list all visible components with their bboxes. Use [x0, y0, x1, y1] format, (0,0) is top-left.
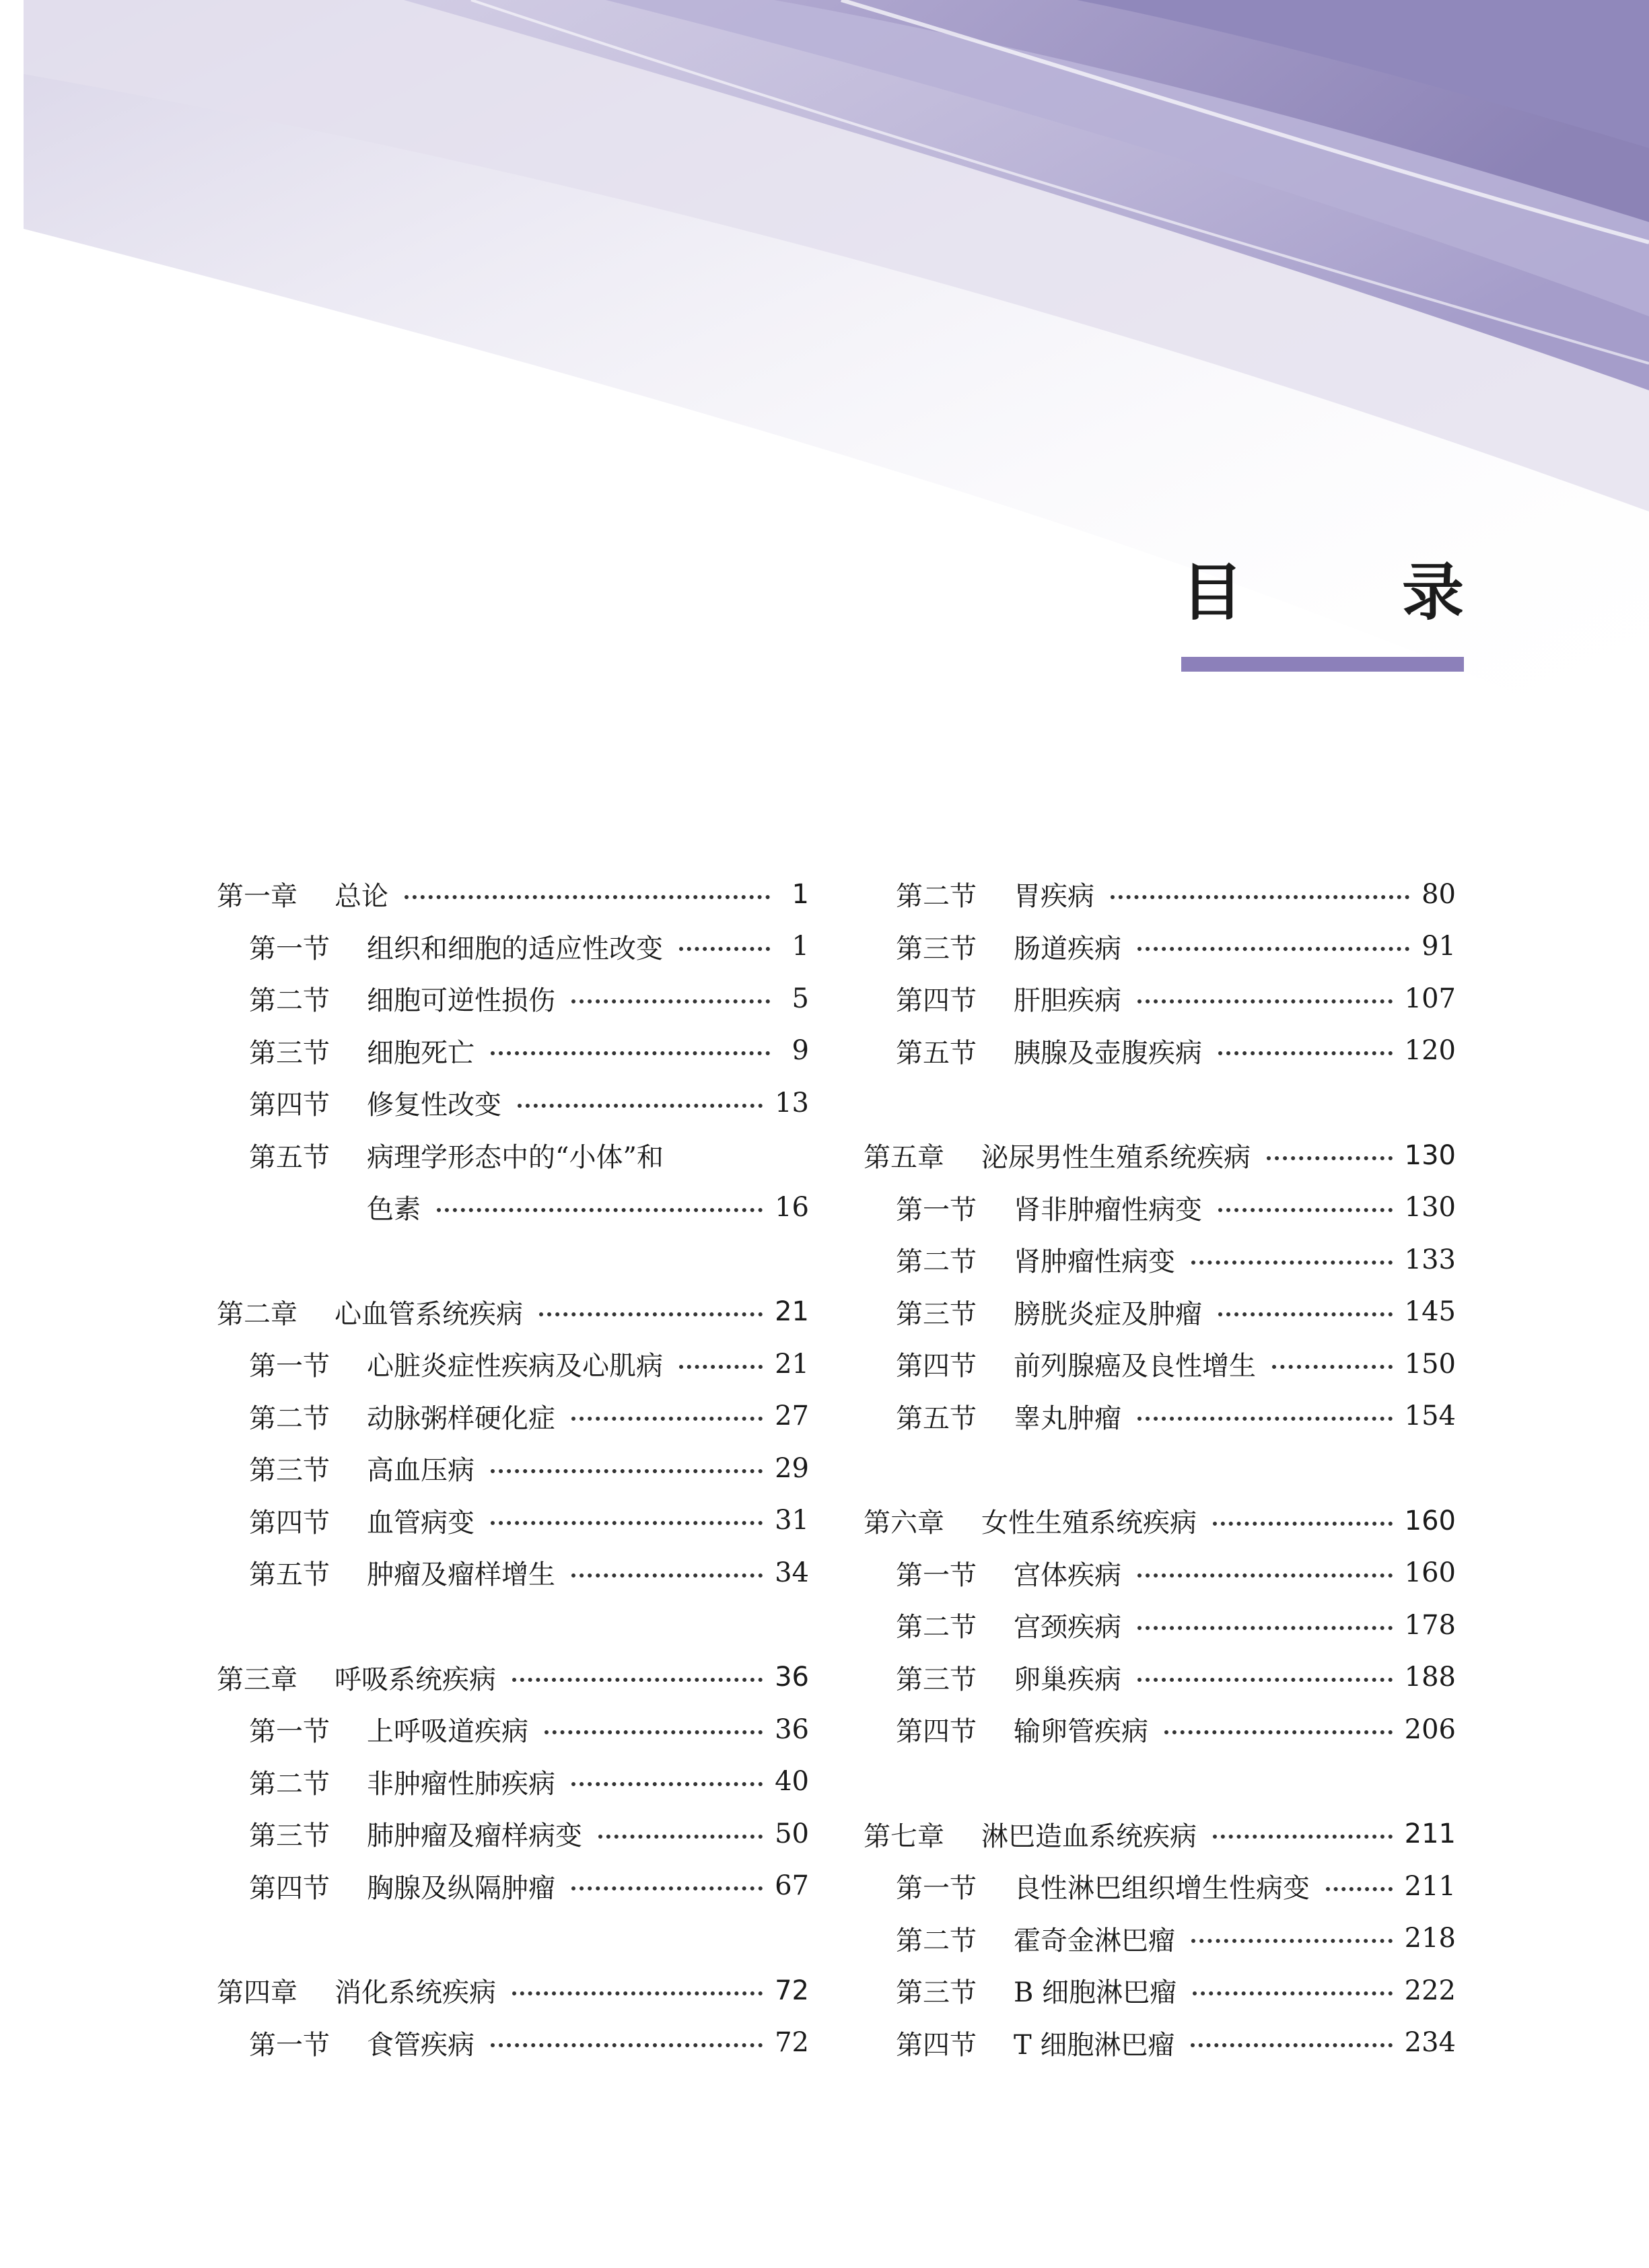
section-page-number: 145 — [1404, 1296, 1456, 1328]
toc-chapter-entry[interactable] — [864, 1495, 1456, 1547]
section-page-number: 21 — [775, 1348, 809, 1380]
section-title-continued: 色素 — [367, 1194, 421, 1226]
dot-leader — [1213, 1835, 1393, 1839]
chapter-title: 消化系统疾病 — [335, 1977, 496, 2009]
section-label: 第五节 — [249, 1559, 330, 1591]
section-label: 第一节 — [896, 1873, 977, 1905]
dot-leader — [1137, 1573, 1393, 1578]
toc-section-entry[interactable] — [217, 1703, 809, 1756]
section-label: 第五节 — [896, 1403, 977, 1434]
dot-leader — [1272, 1365, 1393, 1369]
section-label: 第四节 — [249, 1507, 330, 1538]
toc-section-entry[interactable] — [217, 2017, 809, 2069]
section-label: 第四节 — [896, 1351, 977, 1382]
dot-leader — [539, 1312, 763, 1316]
toc-section-entry[interactable] — [217, 1077, 809, 1129]
toc-chapter-entry[interactable] — [864, 1129, 1456, 1182]
dot-leader — [571, 1417, 763, 1421]
section-label: 第三节 — [249, 1455, 330, 1487]
toc-section-entry[interactable] — [864, 1286, 1456, 1339]
toc-chapter-block — [864, 1129, 1456, 1442]
dot-leader — [1137, 947, 1409, 951]
section-page-number: 178 — [1404, 1609, 1456, 1641]
dot-leader — [679, 947, 770, 951]
chapter-page-number: 36 — [775, 1662, 809, 1693]
section-page-number: 27 — [775, 1401, 809, 1432]
toc-section-entry[interactable] — [864, 1964, 1456, 2017]
section-page-number: 1 — [792, 931, 809, 962]
section-page-number: 120 — [1404, 1035, 1456, 1067]
section-label: 第五节 — [896, 1037, 977, 1069]
section-page-number: 80 — [1422, 878, 1456, 910]
section-page-number: 72 — [775, 2027, 809, 2059]
section-label: 第二节 — [896, 1246, 977, 1278]
section-title: 胃疾病 — [1014, 881, 1094, 913]
dot-leader — [1191, 1261, 1393, 1265]
toc-chapter-block — [217, 1286, 809, 1599]
section-label: 第一节 — [249, 1716, 330, 1748]
chapter-title: 总论 — [335, 881, 388, 913]
section-title: 良性淋巴组织增生性病变 — [1014, 1873, 1310, 1905]
section-title: 细胞死亡 — [367, 1037, 475, 1069]
section-label: 第三节 — [896, 1664, 977, 1695]
section-page-number: 218 — [1404, 1923, 1456, 1954]
section-title: 膀胱炎症及肿瘤 — [1014, 1298, 1202, 1330]
dot-leader — [1164, 1730, 1393, 1734]
toc-chapter-block — [864, 868, 1456, 1077]
chapter-title: 淋巴造血系统疾病 — [981, 1820, 1197, 1852]
section-label: 第一节 — [249, 1351, 330, 1382]
dot-leader — [598, 1835, 763, 1839]
toc-section-entry[interactable] — [864, 1338, 1456, 1390]
dot-leader — [1326, 1887, 1393, 1891]
section-title: 胰腺及壶腹疾病 — [1014, 1037, 1202, 1069]
dot-leader — [437, 1208, 763, 1212]
toc-column-right — [864, 868, 1456, 2121]
toc-section-entry[interactable] — [864, 868, 1456, 921]
dot-leader — [1137, 999, 1393, 1003]
section-page-number: 222 — [1404, 1975, 1456, 2006]
section-title: 肠道疾病 — [1014, 933, 1121, 964]
section-title: 组织和细胞的适应性改变 — [367, 933, 663, 964]
section-label: 第四节 — [249, 1872, 330, 1904]
chapter-page-number: 211 — [1404, 1818, 1456, 1850]
toc-chapter-entry[interactable] — [864, 1808, 1456, 1861]
section-label: 第一节 — [249, 2029, 330, 2061]
section-title: 宫颈疾病 — [1014, 1612, 1121, 1643]
section-page-number: 9 — [792, 1035, 809, 1067]
toc-chapter-entry[interactable] — [217, 868, 809, 921]
toc-section-entry[interactable] — [864, 1025, 1456, 1077]
section-title: 血管病变 — [367, 1507, 475, 1538]
dot-leader — [1218, 1208, 1393, 1212]
toc-chapter-block — [864, 1495, 1456, 1756]
dot-leader — [571, 1886, 763, 1890]
chapter-label: 第七章 — [864, 1820, 944, 1852]
section-title: 高血压病 — [367, 1455, 475, 1487]
section-page-number: 91 — [1422, 931, 1456, 962]
chapter-page-number: 160 — [1404, 1505, 1456, 1536]
toc-section-entry[interactable] — [217, 972, 809, 1025]
section-label: 第二节 — [249, 1768, 330, 1800]
toc-section-entry[interactable] — [217, 921, 809, 973]
section-label: 第三节 — [896, 1298, 977, 1330]
dot-leader — [512, 1678, 763, 1682]
toc-section-entry[interactable] — [217, 1442, 809, 1495]
toc-section-entry[interactable] — [864, 1652, 1456, 1704]
section-title: 修复性改变 — [367, 1090, 501, 1121]
section-page-number: 188 — [1404, 1662, 1456, 1693]
section-label: 第四节 — [896, 2029, 977, 2061]
chapter-page-number: 130 — [1404, 1139, 1456, 1171]
toc-section-entry[interactable] — [864, 2017, 1456, 2069]
section-title: 卵巢疾病 — [1014, 1664, 1121, 1695]
section-title: 胸腺及纵隔肿瘤 — [367, 1872, 555, 1904]
chapter-page-number: 72 — [775, 1975, 809, 2006]
section-title: 动脉粥样硬化症 — [367, 1403, 555, 1434]
toc-section-entry-continued[interactable] — [217, 1181, 809, 1234]
section-page-number: 5 — [792, 983, 809, 1014]
section-page-number: 34 — [775, 1557, 809, 1588]
section-label: 第四节 — [896, 1716, 977, 1748]
dot-leader — [571, 1573, 763, 1578]
title-underline-bar — [1181, 657, 1464, 672]
section-title: 肾非肿瘤性病变 — [1014, 1194, 1202, 1226]
dot-leader — [1193, 1991, 1393, 1995]
section-page-number: 16 — [775, 1191, 809, 1223]
chapter-label: 第三章 — [217, 1664, 297, 1695]
section-page-number: 160 — [1404, 1557, 1456, 1589]
dot-leader — [1218, 1051, 1393, 1055]
toc-chapter-entry[interactable] — [217, 1964, 809, 2017]
section-title: 输卵管疾病 — [1014, 1716, 1148, 1748]
section-label: 第四节 — [896, 985, 977, 1017]
dot-leader — [571, 999, 770, 1003]
section-page-number: 67 — [775, 1870, 809, 1902]
toc-chapter-block — [864, 1808, 1456, 2069]
chapter-label: 第一章 — [217, 881, 297, 913]
toc-section-entry[interactable] — [864, 1390, 1456, 1443]
toc-section-entry[interactable] — [864, 921, 1456, 973]
section-title: 食管疾病 — [367, 2029, 475, 2061]
toc-section-entry[interactable] — [217, 1860, 809, 1913]
section-title: 肺肿瘤及瘤样病变 — [367, 1820, 582, 1852]
section-page-number: 130 — [1404, 1192, 1456, 1224]
dot-leader — [1191, 1939, 1393, 1943]
section-title: T 细胞淋巴瘤 — [1014, 2029, 1175, 2061]
section-label: 第二节 — [896, 1925, 977, 1956]
section-page-number: 211 — [1404, 1870, 1456, 1902]
section-title: 肝胆疾病 — [1014, 985, 1121, 1017]
toc-section-entry[interactable] — [217, 1129, 809, 1182]
dot-leader — [1137, 1678, 1393, 1682]
section-title: 非肿瘤性肺疾病 — [367, 1768, 555, 1800]
section-title: 肿瘤及瘤样增生 — [367, 1559, 555, 1591]
dot-leader — [1191, 2043, 1392, 2047]
toc-section-entry[interactable] — [217, 1390, 809, 1443]
toc-section-entry[interactable] — [864, 1547, 1456, 1600]
toc-chapter-entry[interactable] — [217, 1286, 809, 1339]
section-label: 第二节 — [896, 1612, 977, 1643]
section-page-number: 13 — [775, 1087, 809, 1119]
dot-leader — [1137, 1417, 1393, 1421]
page-title-left-char: 目 — [1181, 557, 1244, 629]
dot-leader — [1267, 1156, 1393, 1160]
section-title: 细胞可逆性损伤 — [367, 985, 555, 1017]
section-title: 霍奇金淋巴瘤 — [1014, 1925, 1175, 1956]
section-label: 第四节 — [249, 1090, 330, 1121]
toc-section-entry[interactable] — [217, 1025, 809, 1077]
section-page-number: 154 — [1404, 1401, 1456, 1432]
dot-leader — [1111, 895, 1409, 899]
chapter-title: 泌尿男性生殖系统疾病 — [981, 1142, 1251, 1174]
section-label: 第三节 — [896, 933, 977, 964]
section-page-number: 133 — [1404, 1244, 1456, 1275]
dot-leader — [491, 2043, 763, 2047]
toc-section-entry[interactable] — [864, 972, 1456, 1025]
chapter-title: 心血管系统疾病 — [335, 1298, 523, 1330]
section-title: 上呼吸道疾病 — [367, 1716, 528, 1748]
chapter-label: 第四章 — [217, 1977, 297, 2009]
page-title — [1181, 557, 1464, 629]
toc-section-entry[interactable] — [217, 1756, 809, 1808]
chapter-label: 第二章 — [217, 1298, 297, 1330]
toc-section-entry[interactable] — [864, 1599, 1456, 1652]
section-title: 宫体疾病 — [1014, 1559, 1121, 1591]
section-page-number: 234 — [1404, 2027, 1456, 2059]
section-label: 第二节 — [896, 881, 977, 913]
section-title: 肾肿瘤性病变 — [1014, 1246, 1175, 1278]
toc-chapter-block — [217, 1964, 809, 2069]
toc-chapter-block — [217, 868, 809, 1234]
toc-section-entry[interactable] — [864, 1913, 1456, 1965]
dot-leader — [518, 1104, 763, 1108]
toc-section-entry[interactable] — [217, 1808, 809, 1860]
toc-section-entry[interactable] — [217, 1338, 809, 1390]
section-page-number: 50 — [775, 1818, 809, 1849]
chapter-title: 女性生殖系统疾病 — [981, 1508, 1197, 1539]
section-title: 前列腺癌及良性增生 — [1014, 1351, 1256, 1382]
section-label: 第一节 — [896, 1194, 977, 1226]
dot-leader — [1213, 1522, 1393, 1526]
toc-column-left — [217, 868, 809, 2121]
toc-chapter-block — [217, 1652, 809, 1913]
dot-leader — [679, 1365, 763, 1369]
dot-leader — [405, 895, 770, 899]
section-label: 第二节 — [249, 985, 330, 1017]
section-title: 睾丸肿瘤 — [1014, 1403, 1121, 1434]
section-label: 第三节 — [249, 1820, 330, 1852]
section-label: 第一节 — [249, 933, 330, 964]
dot-leader — [512, 1991, 763, 1995]
section-title: B 细胞淋巴瘤 — [1014, 1977, 1177, 2009]
dot-leader — [1218, 1312, 1393, 1316]
section-page-number: 40 — [775, 1766, 809, 1798]
section-label: 第三节 — [249, 1037, 330, 1069]
toc-section-entry[interactable] — [217, 1547, 809, 1599]
section-title: 心脏炎症性疾病及心肌病 — [367, 1351, 663, 1382]
toc-section-entry[interactable] — [864, 1860, 1456, 1913]
toc-section-entry[interactable] — [864, 1703, 1456, 1756]
toc-chapter-entry[interactable] — [217, 1652, 809, 1704]
section-label: 第二节 — [249, 1403, 330, 1434]
toc-section-entry[interactable] — [864, 1234, 1456, 1286]
toc-section-entry[interactable] — [217, 1495, 809, 1547]
toc-section-entry[interactable] — [864, 1182, 1456, 1234]
dot-leader — [491, 1469, 763, 1473]
chapter-page-number: 21 — [775, 1296, 809, 1328]
section-page-number: 29 — [775, 1452, 809, 1484]
chapter-label: 第六章 — [864, 1508, 944, 1539]
dot-leader — [491, 1051, 770, 1055]
section-title: 病理学形态中的“小体”和 — [367, 1141, 664, 1173]
section-page-number: 150 — [1404, 1348, 1456, 1380]
chapter-page-number: 1 — [792, 878, 809, 910]
dot-leader — [491, 1521, 763, 1525]
section-label: 第三节 — [896, 1977, 977, 2009]
dot-leader — [545, 1730, 763, 1734]
section-label: 第五节 — [249, 1141, 330, 1173]
chapter-label: 第五章 — [864, 1142, 944, 1174]
section-page-number: 31 — [775, 1505, 809, 1536]
section-label: 第一节 — [896, 1559, 977, 1591]
section-page-number: 107 — [1404, 983, 1456, 1014]
page-title-right-char: 录 — [1401, 557, 1464, 629]
dot-leader — [1137, 1626, 1393, 1630]
dot-leader — [571, 1782, 763, 1786]
chapter-title: 呼吸系统疾病 — [335, 1664, 496, 1695]
section-page-number: 36 — [775, 1713, 809, 1745]
section-page-number: 206 — [1404, 1713, 1456, 1745]
